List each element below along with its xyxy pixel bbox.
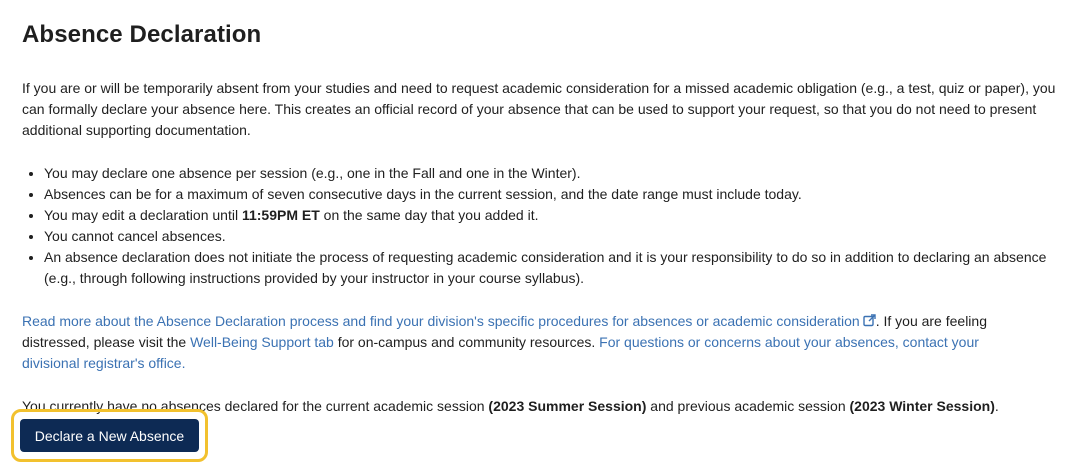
status-text: . bbox=[994, 398, 999, 414]
page-title: Absence Declaration bbox=[22, 21, 262, 48]
edit-deadline: 11:59PM ET bbox=[241, 207, 320, 223]
rules-list bbox=[22, 163, 1056, 289]
registrar-contact-link[interactable]: For questions or concerns about your absences, contact your divisional registrar's office. bbox=[22, 334, 979, 371]
read-more-link[interactable] bbox=[22, 313, 876, 329]
status-text: You currently have no absences declared for the current academic session bbox=[22, 398, 489, 414]
read-more-link-text: Read more about the Absence Declaration process and find your division's specific procedures for absences or academic consideration bbox=[22, 313, 860, 329]
list-item: • Absences can be for a maximum of seven consecutive days in the current session, and the date range must include today. bbox=[44, 184, 1056, 205]
resources-text: . If you are feeling distressed, please visit the bbox=[22, 313, 987, 350]
list-item: • An absence declaration does not initiate the process of requesting academic consideration and it is your responsibility to do so in addition to declaring an absence (e.g., through following instructions provided by your instructor in your course syllabus). bbox=[44, 247, 1056, 289]
declare-new-absence-button[interactable]: Declare a New Absence bbox=[20, 419, 199, 452]
wellbeing-support-link[interactable]: Well-Being Support tab bbox=[190, 334, 334, 350]
status-text: and previous academic session bbox=[646, 398, 850, 414]
previous-session: (2023 Winter Session) bbox=[849, 398, 995, 414]
list-item bbox=[44, 205, 1056, 226]
resources-text: for on-campus and community resources. bbox=[333, 334, 600, 350]
external-link-icon bbox=[863, 314, 876, 327]
resources-paragraph bbox=[22, 311, 1022, 374]
current-session: (2023 Summer Session) bbox=[488, 398, 647, 414]
list-item: • You cannot cancel absences. bbox=[44, 226, 1056, 247]
rule-text: You may edit a declaration until bbox=[44, 207, 242, 223]
button-focus-ring bbox=[11, 409, 208, 462]
list-item: • You may declare one absence per session (e.g., one in the Fall and one in the Winter). bbox=[44, 163, 1056, 184]
rule-text: on the same day that you added it. bbox=[319, 207, 539, 223]
intro-paragraph: If you are or will be temporarily absent from your studies and need to request academic consideration for a missed academic obligation (e.g., a test, quiz or paper), you can formally declare your absence here. This creates an official record of your absence that can be used to support your request, so that you do not need to present additional supporting documentation. bbox=[22, 80, 1056, 138]
